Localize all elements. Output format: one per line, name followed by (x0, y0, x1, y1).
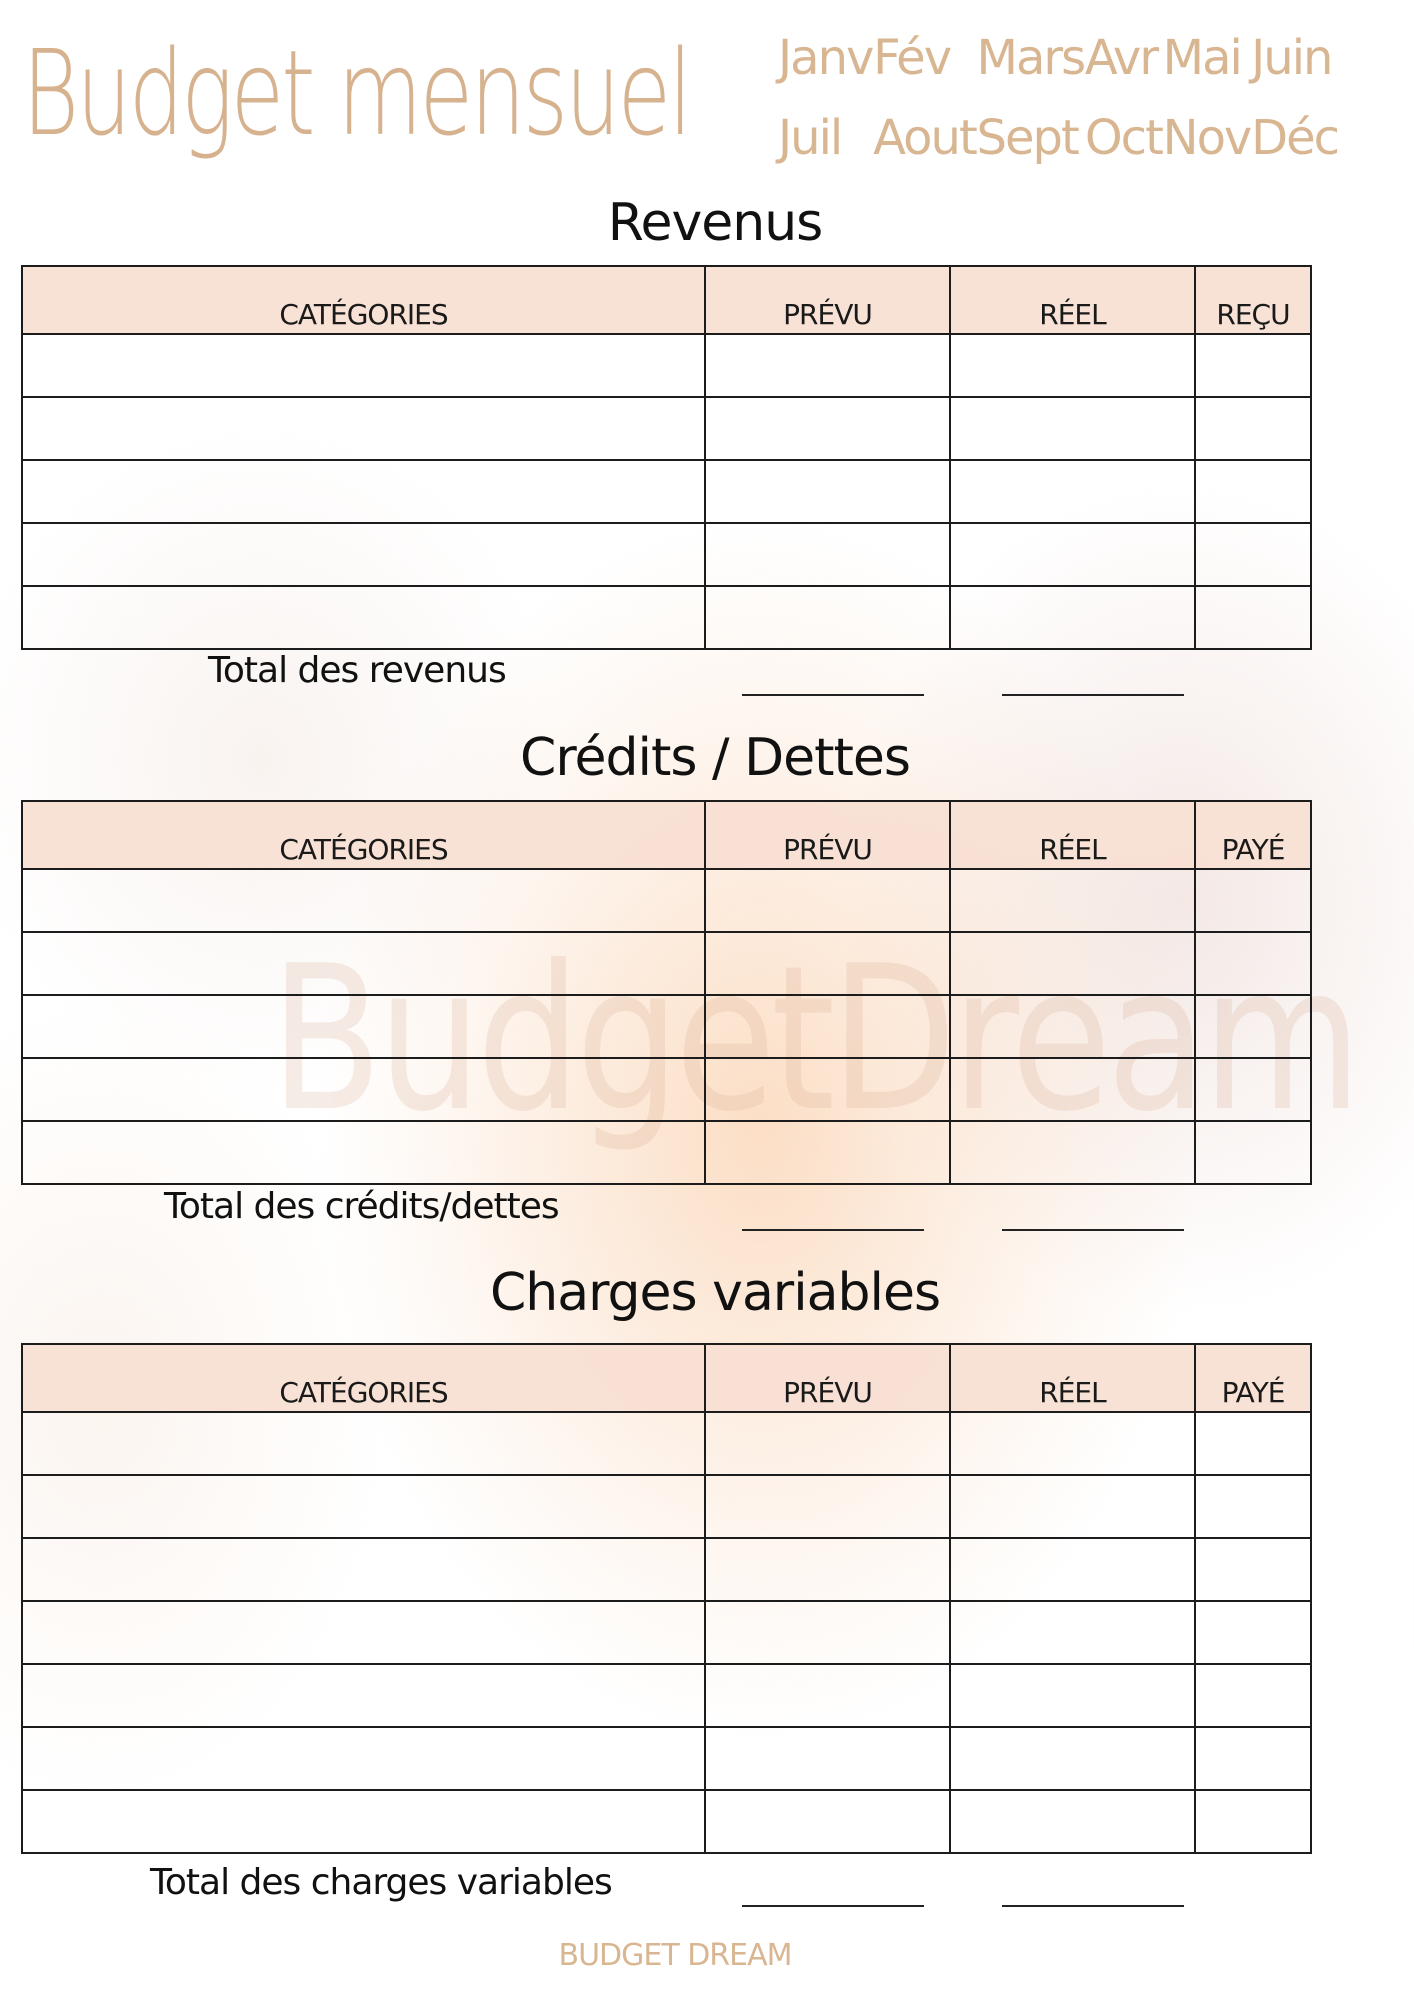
cell-prevu[interactable] (705, 334, 950, 397)
cell-paye[interactable] (1195, 869, 1311, 932)
column-header-categories: CATÉGORIES (22, 1344, 705, 1412)
column-header-reel: RÉEL (950, 1344, 1195, 1412)
column-header-paye: PAYÉ (1195, 1344, 1311, 1412)
cell-reel[interactable] (950, 932, 1195, 995)
column-header-recu: REÇU (1195, 266, 1311, 334)
cell-reel[interactable] (950, 460, 1195, 523)
cell-paye[interactable] (1195, 1790, 1311, 1853)
column-header-prevu: PRÉVU (705, 801, 950, 869)
cell-category[interactable] (22, 397, 705, 460)
table-row (22, 334, 1311, 397)
cell-reel[interactable] (950, 869, 1195, 932)
cell-reel[interactable] (950, 1058, 1195, 1121)
column-header-prevu: PRÉVU (705, 266, 950, 334)
table-row (22, 586, 1311, 649)
cell-category[interactable] (22, 1727, 705, 1790)
column-header-prevu: PRÉVU (705, 1344, 950, 1412)
month-selector (778, 22, 1338, 174)
table-row (22, 1121, 1311, 1184)
cell-reel[interactable] (950, 1475, 1195, 1538)
cell-category[interactable] (22, 523, 705, 586)
cell-prevu[interactable] (705, 1121, 950, 1184)
cell-reel[interactable] (950, 995, 1195, 1058)
cell-prevu[interactable] (705, 586, 950, 649)
table-header-row (22, 266, 1311, 334)
cell-recu[interactable] (1195, 586, 1311, 649)
cell-paye[interactable] (1195, 1664, 1311, 1727)
cell-reel[interactable] (950, 1601, 1195, 1664)
section-title-revenus: Revenus (607, 193, 823, 253)
cell-paye[interactable] (1195, 995, 1311, 1058)
cell-prevu[interactable] (705, 1727, 950, 1790)
total-prevu-line-revenus[interactable] (742, 694, 924, 696)
month-mars[interactable]: Mars (976, 30, 1085, 86)
table-row (22, 1601, 1311, 1664)
cell-category[interactable] (22, 1538, 705, 1601)
month-dec[interactable]: Déc (1251, 110, 1338, 166)
footer-brand: BUDGET DREAM (558, 1938, 792, 1973)
cell-prevu[interactable] (705, 523, 950, 586)
cell-recu[interactable] (1195, 460, 1311, 523)
section-title-charges: Charges variables (489, 1263, 941, 1323)
cell-category[interactable] (22, 586, 705, 649)
credits-table (21, 800, 1312, 1185)
cell-paye[interactable] (1195, 1538, 1311, 1601)
total-label-credits: Total des crédits/dettes (164, 1186, 559, 1227)
table-row (22, 995, 1311, 1058)
table-row (22, 1790, 1311, 1853)
cell-prevu[interactable] (705, 1601, 950, 1664)
total-reel-line-credits[interactable] (1002, 1229, 1184, 1231)
cell-paye[interactable] (1195, 1475, 1311, 1538)
month-janv[interactable]: Janv (778, 30, 873, 86)
cell-prevu[interactable] (705, 1790, 950, 1853)
month-oct[interactable]: Oct (1084, 110, 1162, 166)
cell-category[interactable] (22, 995, 705, 1058)
table-header-row (22, 801, 1311, 869)
cell-prevu[interactable] (705, 397, 950, 460)
month-fev[interactable]: Fév (873, 30, 951, 86)
table-row (22, 460, 1311, 523)
cell-prevu[interactable] (705, 1058, 950, 1121)
cell-recu[interactable] (1195, 397, 1311, 460)
column-header-paye: PAYÉ (1195, 801, 1311, 869)
cell-category[interactable] (22, 460, 705, 523)
table-row (22, 1058, 1311, 1121)
cell-reel[interactable] (950, 1664, 1195, 1727)
total-reel-line-revenus[interactable] (1002, 694, 1184, 696)
cell-category[interactable] (22, 334, 705, 397)
cell-category[interactable] (22, 1664, 705, 1727)
month-juil[interactable]: Juil (778, 110, 842, 166)
cell-category[interactable] (22, 1058, 705, 1121)
cell-prevu[interactable] (705, 460, 950, 523)
month-aout[interactable]: Aout (873, 110, 976, 166)
column-header-reel: RÉEL (950, 266, 1195, 334)
month-avr[interactable]: Avr (1084, 30, 1158, 86)
column-header-categories: CATÉGORIES (22, 801, 705, 869)
cell-reel[interactable] (950, 1412, 1195, 1475)
cell-reel[interactable] (950, 1121, 1195, 1184)
watermark: BudgetDream (270, 923, 1357, 1156)
cell-reel[interactable] (950, 586, 1195, 649)
table-row (22, 523, 1311, 586)
cell-prevu[interactable] (705, 1664, 950, 1727)
cell-prevu[interactable] (705, 1475, 950, 1538)
total-label-charges: Total des charges variables (150, 1862, 612, 1903)
section-title-credits: Crédits / Dettes (520, 728, 910, 788)
column-header-categories: CATÉGORIES (22, 266, 705, 334)
cell-prevu[interactable] (705, 869, 950, 932)
cell-paye[interactable] (1195, 1058, 1311, 1121)
cell-category[interactable] (22, 1790, 705, 1853)
cell-category[interactable] (22, 869, 705, 932)
cell-prevu[interactable] (705, 1538, 950, 1601)
charges-table (21, 1343, 1312, 1854)
revenus-table (21, 265, 1312, 650)
cell-paye[interactable] (1195, 1727, 1311, 1790)
cell-reel[interactable] (950, 1538, 1195, 1601)
cell-category[interactable] (22, 1601, 705, 1664)
table-row (22, 1538, 1311, 1601)
month-mai[interactable]: Mai (1162, 30, 1241, 86)
cell-recu[interactable] (1195, 334, 1311, 397)
total-prevu-line-credits[interactable] (742, 1229, 924, 1231)
table-row (22, 869, 1311, 932)
cell-category[interactable] (22, 1475, 705, 1538)
month-nov[interactable]: Nov (1162, 110, 1251, 166)
table-header-row (22, 1344, 1311, 1412)
table-row (22, 1727, 1311, 1790)
table-row (22, 1664, 1311, 1727)
cell-recu[interactable] (1195, 523, 1311, 586)
cell-paye[interactable] (1195, 1601, 1311, 1664)
table-row (22, 1475, 1311, 1538)
month-juin[interactable]: Juin (1251, 30, 1332, 86)
cell-reel[interactable] (950, 1790, 1195, 1853)
cell-paye[interactable] (1195, 1412, 1311, 1475)
cell-paye[interactable] (1195, 932, 1311, 995)
total-prevu-line-charges[interactable] (742, 1905, 924, 1907)
cell-prevu[interactable] (705, 995, 950, 1058)
table-row (22, 932, 1311, 995)
cell-paye[interactable] (1195, 1121, 1311, 1184)
page-title: Budget mensuel (22, 24, 690, 162)
total-reel-line-charges[interactable] (1002, 1905, 1184, 1907)
cell-category[interactable] (22, 1121, 705, 1184)
cell-prevu[interactable] (705, 932, 950, 995)
table-row (22, 1412, 1311, 1475)
cell-prevu[interactable] (705, 1412, 950, 1475)
cell-reel[interactable] (950, 397, 1195, 460)
cell-category[interactable] (22, 1412, 705, 1475)
total-label-revenus: Total des revenus (208, 650, 506, 691)
cell-reel[interactable] (950, 1727, 1195, 1790)
cell-reel[interactable] (950, 523, 1195, 586)
table-row (22, 397, 1311, 460)
month-sept[interactable]: Sept (976, 110, 1078, 166)
cell-reel[interactable] (950, 334, 1195, 397)
cell-category[interactable] (22, 932, 705, 995)
column-header-reel: RÉEL (950, 801, 1195, 869)
